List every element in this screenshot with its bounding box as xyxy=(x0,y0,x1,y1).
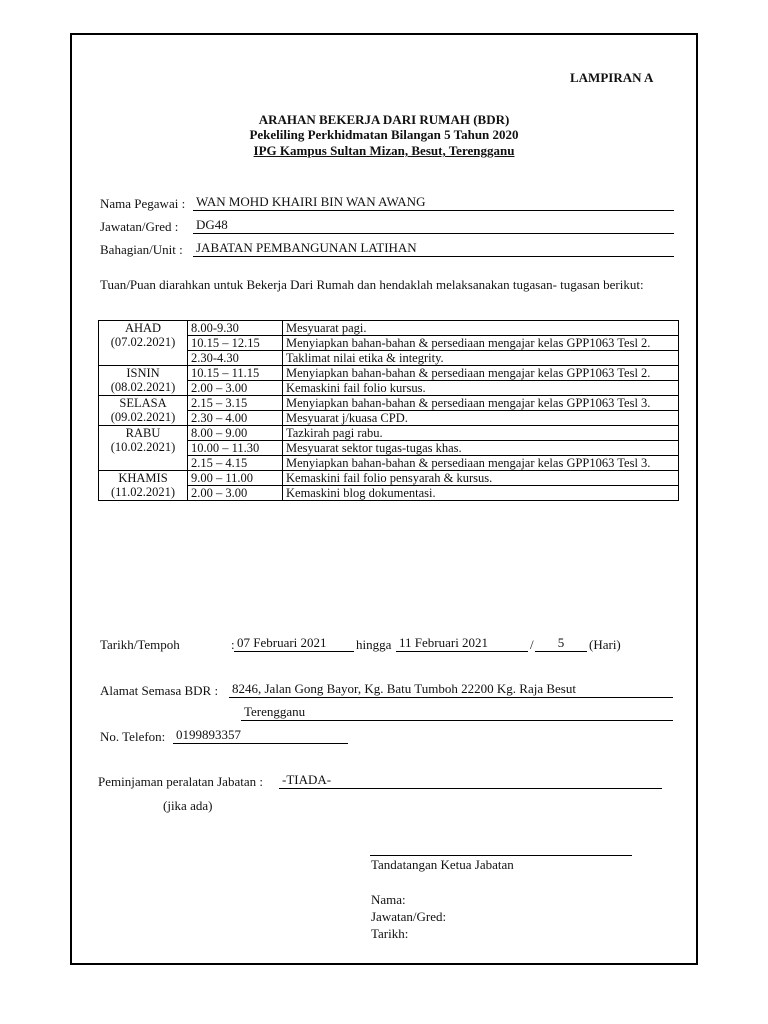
day-name: SELASA xyxy=(119,396,167,410)
period-hingga: hingga xyxy=(356,637,392,652)
period-slash: / xyxy=(530,637,534,652)
day-name: ISNIN xyxy=(126,366,160,380)
time-cell: 8.00-9.30 xyxy=(188,321,283,336)
unit-label: Bahagian/Unit : xyxy=(100,242,183,257)
table-row xyxy=(99,321,679,336)
task-cell: Menyiapkan bahan-bahan & persediaan mengajar kelas GPP1063 Tesl 2. xyxy=(283,366,679,381)
day-cell xyxy=(99,426,188,471)
name-label: Nama Pegawai : xyxy=(100,196,186,211)
signature-line[interactable] xyxy=(370,855,632,856)
unit-field[interactable]: JABATAN PEMBANGUNAN LATIHAN xyxy=(193,241,674,257)
day-date: (07.02.2021) xyxy=(110,335,176,349)
time-cell: 2.15 – 3.15 xyxy=(188,396,283,411)
task-cell: Mesyuarat j/kuasa CPD. xyxy=(283,411,679,426)
post-field[interactable]: DG48 xyxy=(193,218,674,234)
task-cell: Menyiapkan bahan-bahan & persediaan mengajar kelas GPP1063 Tesl 3. xyxy=(283,396,679,411)
instruction-text: Tuan/Puan diarahkan untuk Bekerja Dari Rumah dan hendaklah melaksanakan tugasan- tugasan berikut: xyxy=(100,277,644,292)
day-name: RABU xyxy=(125,426,161,440)
table-row xyxy=(99,471,679,486)
post-label: Jawatan/Gred : xyxy=(100,219,179,234)
time-cell: 2.00 – 3.00 xyxy=(188,381,283,396)
signature-post-label: Jawatan/Gred: xyxy=(371,909,447,924)
period-unit: (Hari) xyxy=(589,637,621,652)
time-cell: 2.30-4.30 xyxy=(188,351,283,366)
time-cell: 8.00 – 9.00 xyxy=(188,426,283,441)
period-label: Tarikh/Tempoh xyxy=(100,637,180,652)
task-cell: Menyiapkan bahan-bahan & persediaan mengajar kelas GPP1063 Tesl 3. xyxy=(283,456,679,471)
time-cell: 10.15 – 11.15 xyxy=(188,366,283,381)
document-title: ARAHAN BEKERJA DARI RUMAH (BDR) xyxy=(258,112,510,127)
equipment-note: (jika ada) xyxy=(163,798,213,813)
table-row xyxy=(99,366,679,381)
time-cell: 2.30 – 4.00 xyxy=(188,411,283,426)
day-date: (10.02.2021) xyxy=(110,440,176,454)
day-cell xyxy=(99,471,188,501)
task-cell: Kemaskini fail folio kursus. xyxy=(283,381,679,396)
time-cell: 2.00 – 3.00 xyxy=(188,486,283,501)
time-cell: 10.15 – 12.15 xyxy=(188,336,283,351)
period-end-field[interactable]: 11 Februari 2021 xyxy=(396,636,528,652)
schedule-table xyxy=(98,320,679,501)
day-cell xyxy=(99,396,188,426)
period-start-field[interactable]: 07 Februari 2021 xyxy=(234,636,354,652)
task-cell: Mesyuarat pagi. xyxy=(283,321,679,336)
task-cell: Menyiapkan bahan-bahan & persediaan mengajar kelas GPP1063 Tesl 2. xyxy=(283,336,679,351)
table-row xyxy=(99,426,679,441)
task-cell: Mesyuarat sektor tugas-tugas khas. xyxy=(283,441,679,456)
task-cell: Tazkirah pagi rabu. xyxy=(283,426,679,441)
day-date: (09.02.2021) xyxy=(110,410,176,424)
time-cell: 10.00 – 11.30 xyxy=(188,441,283,456)
table-row xyxy=(99,396,679,411)
phone-label: No. Telefon: xyxy=(100,729,166,744)
task-cell: Kemaskini blog dokumentasi. xyxy=(283,486,679,501)
signature-caption: Tandatangan Ketua Jabatan xyxy=(371,857,514,872)
address-label: Alamat Semasa BDR : xyxy=(100,683,219,698)
time-cell: 2.15 – 4.15 xyxy=(188,456,283,471)
task-cell: Taklimat nilai etika & integrity. xyxy=(283,351,679,366)
name-field[interactable]: WAN MOHD KHAIRI BIN WAN AWANG xyxy=(193,195,674,211)
period-days-field[interactable]: 5 xyxy=(535,636,587,652)
signature-name-label: Nama: xyxy=(371,892,406,907)
day-cell xyxy=(99,366,188,396)
time-cell: 9.00 – 11.00 xyxy=(188,471,283,486)
address-line1-field[interactable]: 8246, Jalan Gong Bayor, Kg. Batu Tumboh 22200 Kg. Raja Besut xyxy=(229,682,673,698)
phone-field[interactable]: 0199893357 xyxy=(173,728,348,744)
address-line2-field[interactable]: Terengganu xyxy=(241,705,673,721)
task-cell: Kemaskini fail folio pensyarah & kursus. xyxy=(283,471,679,486)
day-name: KHAMIS xyxy=(118,471,168,485)
day-date: (08.02.2021) xyxy=(110,380,176,394)
institution-name: IPG Kampus Sultan Mizan, Besut, Terengganu xyxy=(253,143,515,158)
equipment-field[interactable]: -TIADA- xyxy=(279,773,662,789)
lampiran-label: LAMPIRAN A xyxy=(570,70,654,85)
signature-date-label: Tarikh: xyxy=(371,926,409,941)
document-subtitle: Pekeliling Perkhidmatan Bilangan 5 Tahun 2020 xyxy=(249,127,519,142)
day-date: (11.02.2021) xyxy=(110,485,176,499)
period-colon: : xyxy=(231,637,235,652)
day-name: AHAD xyxy=(124,321,162,335)
day-cell xyxy=(99,321,188,366)
equipment-label: Peminjaman peralatan Jabatan : xyxy=(98,774,263,789)
